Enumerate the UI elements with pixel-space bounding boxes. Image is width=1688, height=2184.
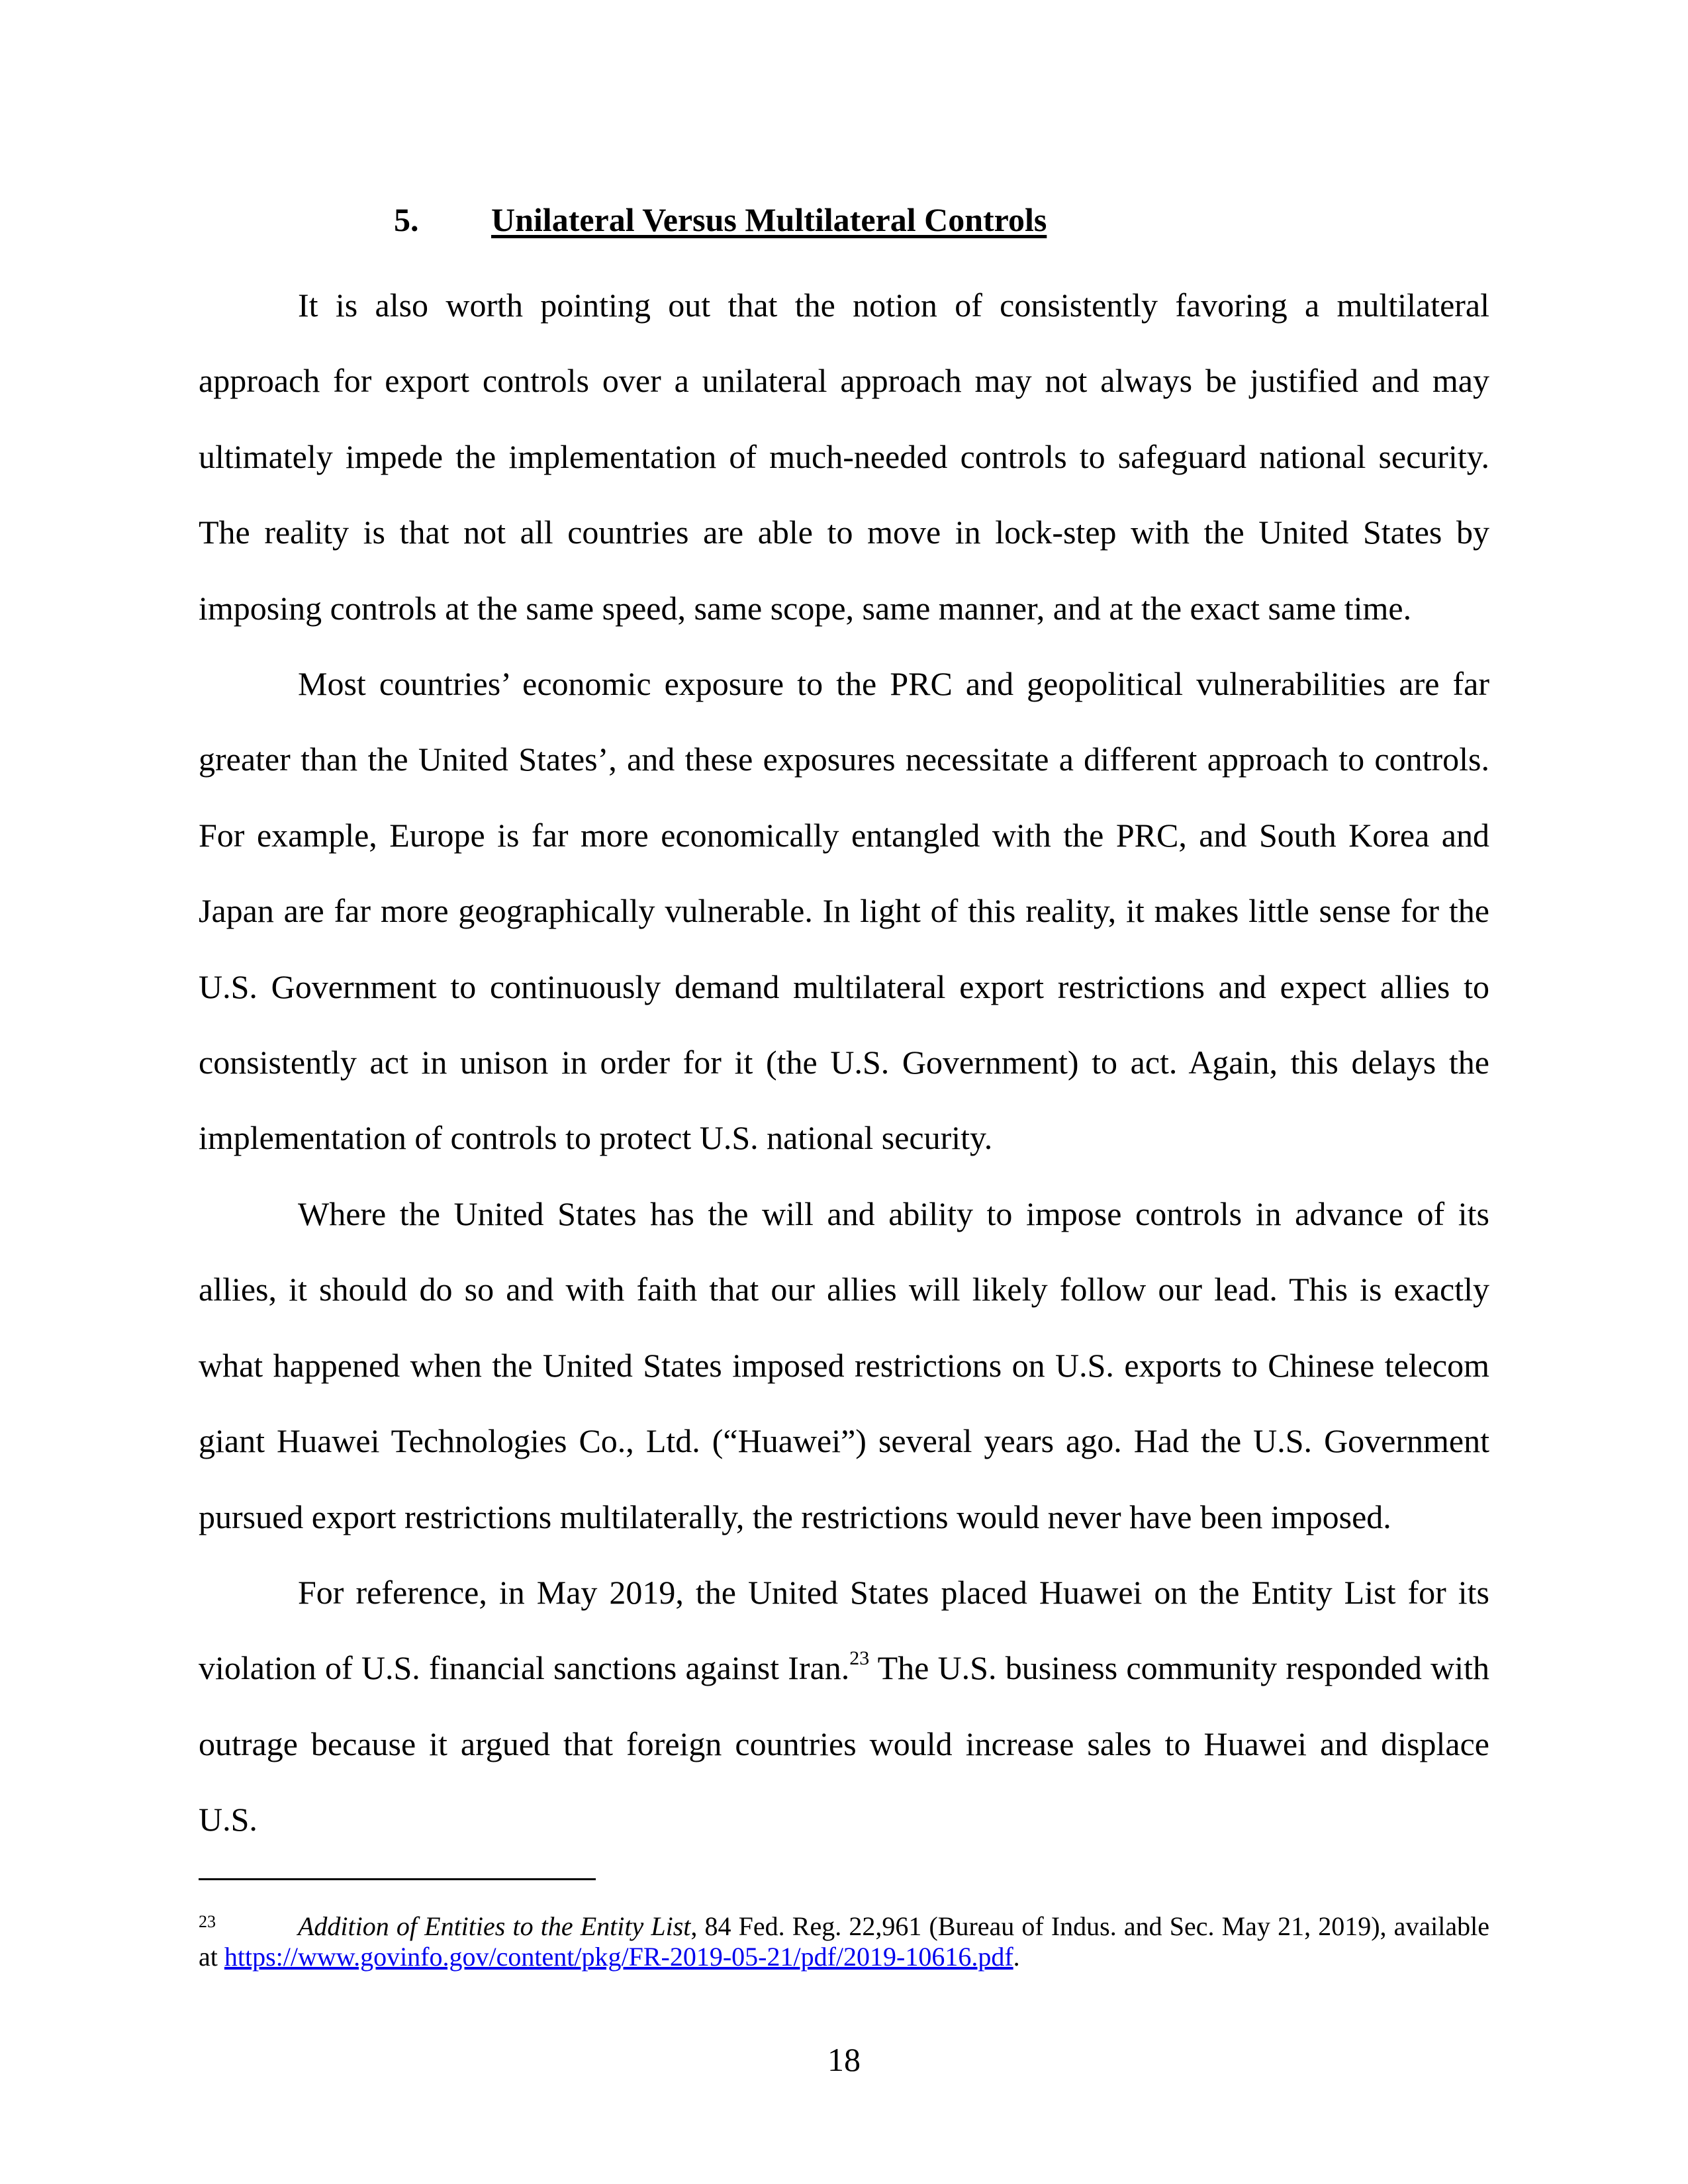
- paragraph-4-text-b: The U.S. business community responded with outrage because it argued that foreign countries would increase sales to Huawei and displace U.S.: [199, 1649, 1489, 1839]
- section-number: 5.: [394, 201, 419, 238]
- footnote-title: Addition of Entities to the Entity List: [298, 1911, 691, 1941]
- footnote-reference[interactable]: 23: [849, 1647, 870, 1670]
- footnote-link[interactable]: https://www.govinfo.gov/content/pkg/FR-2019-05-21/pdf/2019-10616.pdf: [224, 1942, 1013, 1972]
- section-title: Unilateral Versus Multilateral Controls: [491, 201, 1047, 238]
- footnote: 23 Addition of Entities to the Entity List, 84 Fed. Reg. 22,961 (Bureau of Indus. and Sec. May 21, 2019), available at https://www.govinfo.gov/content/pkg/FR-2019-05-21/pdf/2019-10616.pdf.: [199, 1911, 1489, 1972]
- paragraph-4-text-a: For reference, in May 2019, the United States placed Huawei on the Entity List for its violation of U.S. financial sanctions against Iran.: [199, 1573, 1489, 1687]
- footnote-end: .: [1013, 1942, 1020, 1972]
- paragraph-2: Most countries’ economic exposure to the PRC and geopolitical vulnerabilities are far greater than the United States’, and these exposures necessitate a different approach to controls. For example, Europe is far more economically entangled with the PRC, and South Korea and Japan are far more geographically vulnerable. In light of this reality, it makes little sense for the U.S. Government to continuously demand multilateral export restrictions and expect allies to consistently act in unison in order for it (the U.S. Government) to act. Again, this delays the implementation of controls to protect U.S. national security.: [199, 665, 1489, 1157]
- paragraph-1: It is also worth pointing out that the notion of consistently favoring a multilateral approach for export controls over a unilateral approach may not always be justified and may ultimately impede the implementation of much-needed controls to safeguard national security. The reality is that not all countries are able to move in lock-step with the United States by imposing controls at the same speed, same scope, same manner, and at the exact same time.: [199, 287, 1489, 627]
- paragraph-4: [199, 1555, 1489, 1858]
- body-text: [199, 267, 1489, 1858]
- paragraph-3: Where the United States has the will and ability to impose controls in advance of its allies, it should do so and with faith that our allies will likely follow our lead. This is exactly what happened when the United States imposed restrictions on U.S. exports to Chinese telecom giant Huawei Technologies Co., Ltd. (“Huawei”) several years ago. Had the U.S. Government pursued export restrictions multilaterally, the restrictions would never have been imposed.: [199, 1195, 1489, 1535]
- footnote-separator: [199, 1878, 596, 1880]
- footnote-citation: , 84 Fed. Reg. 22,961 (Bureau of Indus. and Sec. May 21, 2019), available at: [199, 1911, 1489, 1972]
- page-number: 18: [827, 2041, 861, 2078]
